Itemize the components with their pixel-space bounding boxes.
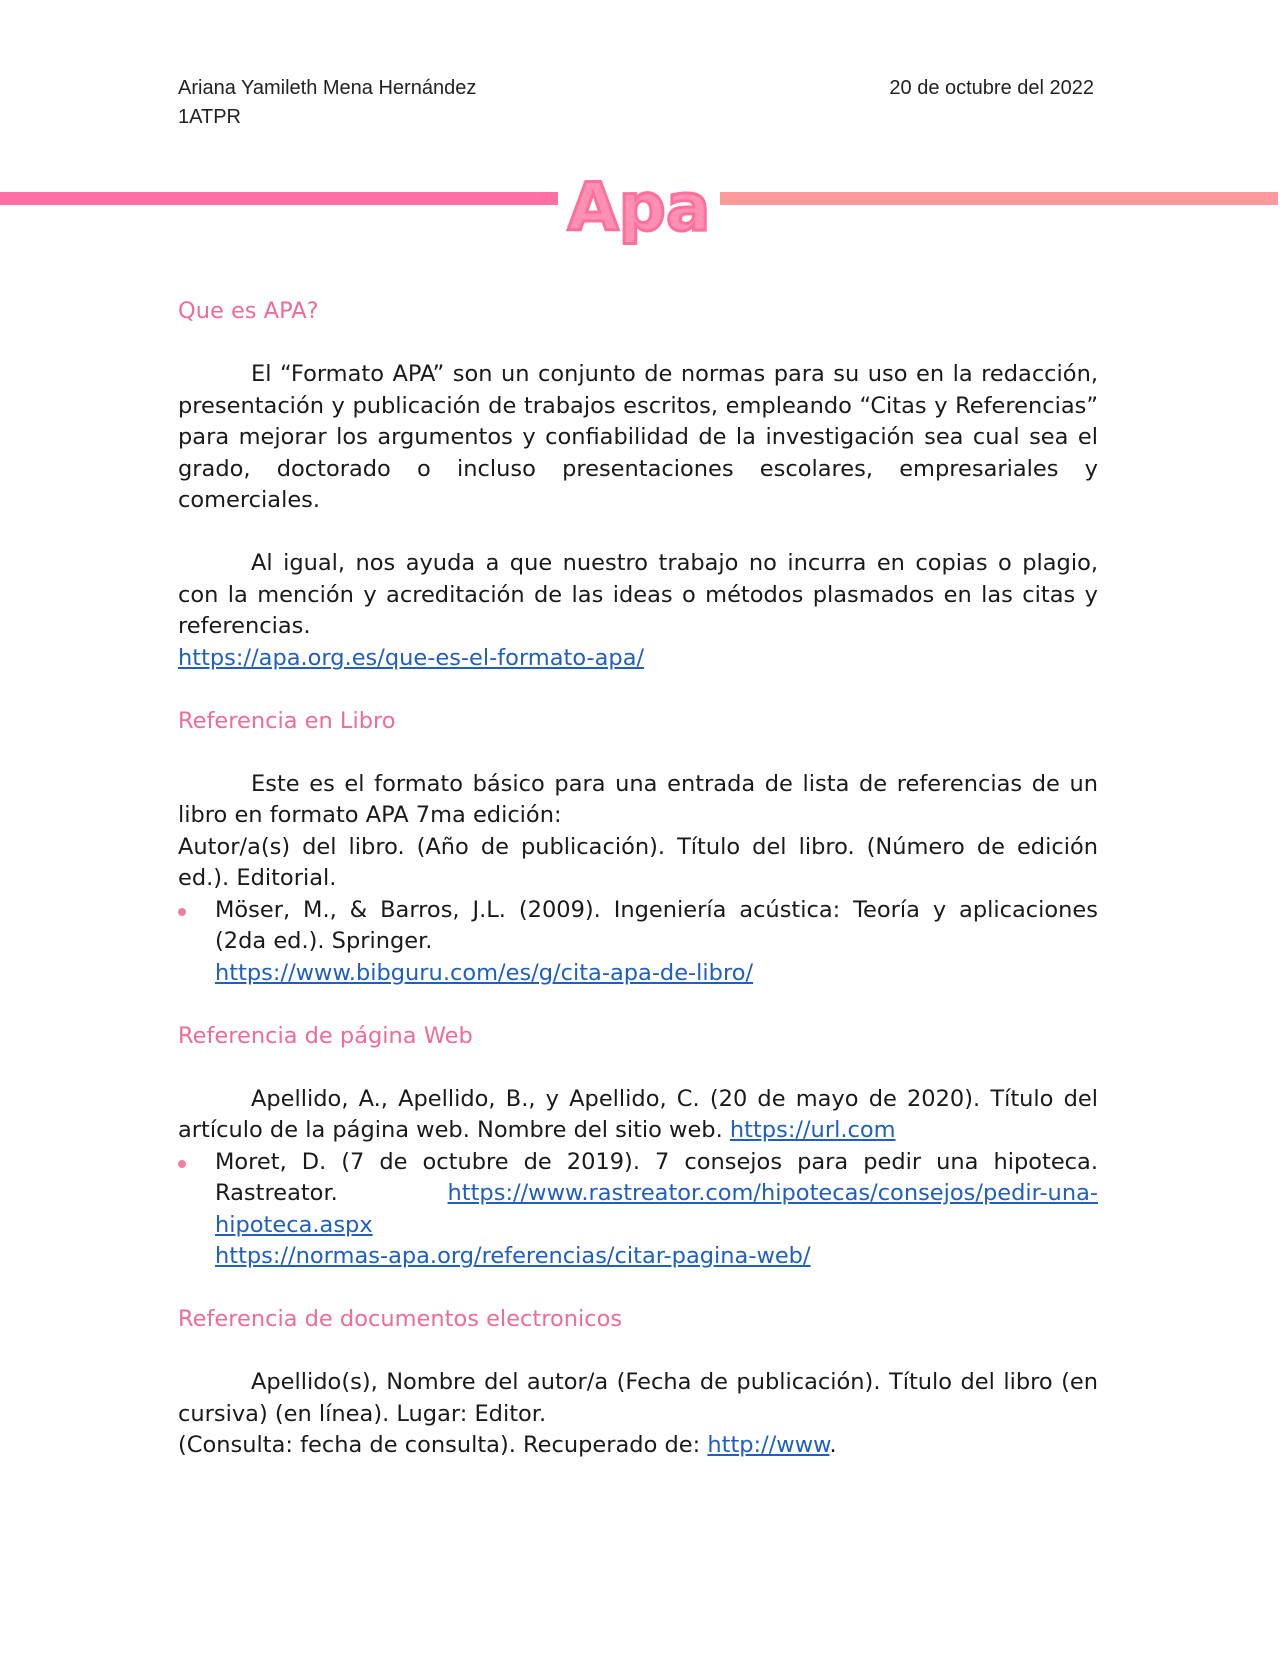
header-left xyxy=(178,74,476,132)
what-is-source-link[interactable]: https://apa.org.es/que-es-el-formato-apa/ xyxy=(178,644,645,671)
apa-logo xyxy=(554,168,724,256)
what-is-paragraph-1: El “Formato APA” son un conjunto de normas para su uso en la redacción, presentación y publicación de trabajos escritos, empleando “Citas y Referencias” para mejorar los argumentos y confiabilidad de la investigación sea cual sea el grado, doctorado o incluso presentaciones escolares, empresariales y comerciales. xyxy=(178,361,1098,513)
list-item xyxy=(178,895,1098,990)
section-heading-web: Referencia de página Web xyxy=(178,1022,473,1049)
apa-logo-text: Apa xyxy=(567,169,711,246)
electronic-consult-prefix: (Consulta: fecha de consulta). Recuperado de: xyxy=(178,1432,701,1458)
book-example-list xyxy=(178,895,1098,990)
section-heading-book: Referencia en Libro xyxy=(178,707,396,734)
author-name: Ariana Yamileth Mena Hernández xyxy=(178,77,477,99)
group-code: 1ATPR xyxy=(178,106,241,128)
electronic-consult xyxy=(178,1430,1098,1462)
banner-bar-left xyxy=(0,192,558,205)
section-heading-electronic: Referencia de documentos electronicos xyxy=(178,1306,623,1332)
bullet-icon xyxy=(178,1160,186,1168)
web-example-link[interactable]: https://www.rastreator.com/hipotecas/consejos/pedir-una-hipoteca.aspx xyxy=(215,1180,1098,1238)
document-date: 20 de octubre del 2022 xyxy=(889,77,1094,99)
book-format: Autor/a(s) del libro. (Año de publicación). Título del libro. (Número de edición ed.). Editorial. xyxy=(178,833,1098,891)
what-is-paragraph-2: Al igual, nos ayuda a que nuestro trabajo no incurra en copias o plagio, con la mención y acreditación de las ideas o métodos plasmados en las citas y referencias. xyxy=(178,550,1098,639)
web-example-text: Moret, D. (7 de octubre de 2019). 7 consejos para pedir una hipoteca. Rastreator. xyxy=(215,1148,1098,1206)
document-body xyxy=(178,296,1098,1462)
web-format-link[interactable]: https://url.com xyxy=(729,1117,896,1143)
electronic-format: Apellido(s), Nombre del autor/a (Fecha de publicación). Título del libro (en cursiva) (en línea). Lugar: Editor. xyxy=(178,1369,1098,1427)
banner-bar-right xyxy=(720,192,1278,205)
electronic-consult-suffix: . xyxy=(829,1432,837,1458)
book-source-link[interactable]: https://www.bibguru.com/es/g/cita-apa-de-libro/ xyxy=(215,959,754,986)
list-item xyxy=(178,1147,1098,1273)
electronic-consult-link[interactable]: http://www xyxy=(707,1432,830,1458)
section-heading-what-is: Que es APA? xyxy=(178,298,319,324)
book-example-text: Möser, M., & Barros, J.L. (2009). Ingeniería acústica: Teoría y aplicaciones (2da ed.). Springer. xyxy=(215,896,1098,954)
bullet-icon xyxy=(178,908,186,916)
web-source-link[interactable]: https://normas-apa.org/referencias/citar-pagina-web/ xyxy=(215,1243,811,1269)
web-format xyxy=(178,1084,1098,1147)
book-intro: Este es el formato básico para una entrada de lista de referencias de un libro en formato APA 7ma edición: xyxy=(178,770,1098,828)
web-format-text: Apellido, A., Apellido, B., y Apellido, C. (20 de mayo de 2020). Título del artículo de la página web. Nombre del sitio web. xyxy=(178,1085,1098,1143)
web-example-list xyxy=(178,1147,1098,1273)
